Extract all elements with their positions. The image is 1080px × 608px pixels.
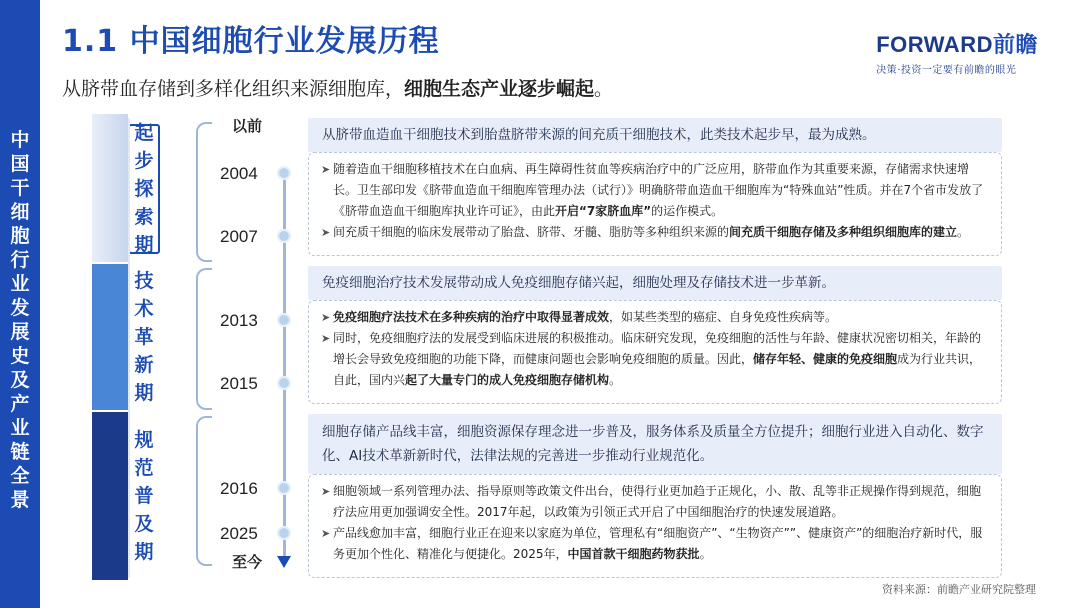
stage-strip xyxy=(92,412,128,580)
stage2-highlight: 免疫细胞治疗技术发展带动成人免疫细胞存储兴起，细胞处理及存储技术进一步革新。 xyxy=(308,266,1002,300)
bracket-stage-2 xyxy=(196,268,212,410)
logo-name xyxy=(876,28,1038,59)
subtitle-normal: 从脐带血存储到多样化组织来源细胞库， xyxy=(62,78,405,100)
stage-strip xyxy=(92,264,128,410)
timeline-dot xyxy=(277,376,291,390)
stage3-highlight: 细胞存储产品线丰富，细胞资源保存理念进一步普及，服务体系及质量全方位提升；细胞行业进入自动化、数字化、AI技术革新新时代，法律法规的完善进一步推动行业规范化。 xyxy=(308,414,1002,474)
list-item xyxy=(321,222,989,243)
stage1-bullet1-end: 的运作模式。 xyxy=(651,204,724,218)
stage1-detail-box xyxy=(308,152,1002,256)
subtitle-end: 。 xyxy=(594,78,614,100)
stage2-bullet1-end: ，如某些类型的癌症、自身免疫性疾病等。 xyxy=(609,310,838,324)
bullet-arrow-icon: ➤ xyxy=(321,163,331,176)
timeline-dot xyxy=(277,313,291,327)
timeline-dot xyxy=(277,481,291,495)
timeline-dot xyxy=(277,166,291,180)
bullet-arrow-icon: ➤ xyxy=(321,311,331,324)
timeline-dot xyxy=(277,229,291,243)
stage2-bullet1-bold: 免疫细胞疗法技术在多种疾病的治疗中取得显著成效 xyxy=(333,310,610,324)
timeline-arrow-icon xyxy=(277,556,291,568)
timeline-line xyxy=(283,168,286,562)
stage-label-2: 技术革新期 xyxy=(134,270,154,404)
stage1-highlight: 从脐带血造血干细胞技术到胎盘脐带来源的间充质干细胞技术，此类技术起步早，最为成熟。 xyxy=(308,118,1002,152)
source-note: 资料来源：前瞻产业研究院整理 xyxy=(882,583,1036,596)
list-item xyxy=(321,159,989,222)
stage2-bullet2-bold: 储存年轻、健康的免疫细胞 xyxy=(753,352,898,366)
stage2-bullet2-bold2: 起了大量专门的成人免疫细胞存储机构 xyxy=(405,373,610,387)
year-label: 2025 xyxy=(220,524,258,543)
logo-name-en: FORWARD xyxy=(876,32,993,57)
timeline-dot xyxy=(277,526,291,540)
bullet-arrow-icon: ➤ xyxy=(321,226,331,239)
stage-label-box-2 xyxy=(128,270,160,404)
stage-label-3: 规范普及期 xyxy=(134,429,154,563)
stage2-bullet2-end: 。 xyxy=(609,373,622,387)
stage2-bullet2-mid: 成为行业共识，自此，国内兴 xyxy=(333,352,982,387)
stage-strip xyxy=(92,114,128,262)
list-item xyxy=(321,307,989,328)
stage1-bullet2-end: 。 xyxy=(957,225,970,239)
stage-label-1: 起步探索期 xyxy=(134,122,154,256)
stage3-bullet2-end: 。 xyxy=(699,547,712,561)
year-label: 2007 xyxy=(220,227,258,246)
stage1-bullet2-bold: 间充质干细胞存储及多种组织细胞库的建立 xyxy=(729,225,958,239)
bracket-stage-1 xyxy=(196,122,212,262)
year-label: 2013 xyxy=(220,311,258,330)
stage3-bullet2-bold: 中国首款干细胞药物获批 xyxy=(567,547,700,561)
logo-name-cn: 前瞻 xyxy=(992,32,1038,57)
stage3-detail-box xyxy=(308,474,1002,578)
stage3-bullet2-text: 产品线愈加丰富，细胞行业正在迎来以家庭为单位，管理私有“细胞资产”、“生物资产””、健康资产”的细胞治疗新时代，服务更加个性化、精准化与便捷化。2025年， xyxy=(333,526,983,561)
bracket-stage-3 xyxy=(196,416,212,566)
year-label: 以前 xyxy=(232,118,263,135)
page-title: 1.1 中国细胞行业发展历程 xyxy=(62,24,440,59)
subtitle xyxy=(62,74,613,101)
brand-logo xyxy=(876,28,1038,76)
year-label: 至今 xyxy=(232,554,263,571)
year-label: 2015 xyxy=(220,374,258,393)
stage-label-box-1 xyxy=(128,124,160,254)
stage2-bullet2-text: 同时，免疫细胞疗法的发展受到临床进展的积极推动。临床研究发现，免疫细胞的活性与年龄、健康状况密切相关，年龄的增长会导致免疫细胞的功能下降，而健康问题也会影响免疫细胞的质量。因此， xyxy=(333,331,982,366)
side-bar xyxy=(0,0,40,608)
year-label: 2004 xyxy=(220,164,258,183)
side-title: 中国干细胞行业发展史及产业链全景 xyxy=(10,129,30,511)
year-label: 2016 xyxy=(220,479,258,498)
list-item xyxy=(321,481,989,523)
subtitle-bold: 细胞生态产业逐步崛起 xyxy=(404,78,595,100)
logo-tagline: 决策·投资一定要有前瞻的眼光 xyxy=(876,65,1017,76)
bullet-arrow-icon: ➤ xyxy=(321,527,331,540)
stage-divider xyxy=(128,118,130,578)
bullet-arrow-icon: ➤ xyxy=(321,332,331,345)
stage3-bullet1-text: 细胞领域一系列管理办法、指导原则等政策文件出台，使得行业更加趋于正规化，小、散、乱等非正规操作得到规范，细胞疗法应用更加强调安全性。2017年起，以政策为引领正式开启了中国细胞治疗的快速发展道路。 xyxy=(333,484,982,519)
stage1-bullet2-text: 间充质干细胞的临床发展带动了胎盘、脐带、牙髓、脂肪等多种组织来源的 xyxy=(333,225,730,239)
stage2-detail-box xyxy=(308,300,1002,404)
stage1-bullet1-bold: 开启“7家脐血库” xyxy=(555,204,652,218)
bullet-arrow-icon: ➤ xyxy=(321,485,331,498)
stage1-bullet1-text: 随着造血干细胞移植技术在白血病、再生障碍性贫血等疾病治疗中的广泛应用，脐带血作为其重要来源，存储需求快速增长。卫生部印发《脐带血造血干细胞库管理办法（试行）》明确脐带血造血干细胞库为“特殊血站”性质。并在7个省市发放了《脐带血造血干细胞库执业许可证》，由此 xyxy=(333,162,984,218)
stage-label-box-3 xyxy=(128,422,160,570)
list-item xyxy=(321,523,989,565)
list-item xyxy=(321,328,989,391)
